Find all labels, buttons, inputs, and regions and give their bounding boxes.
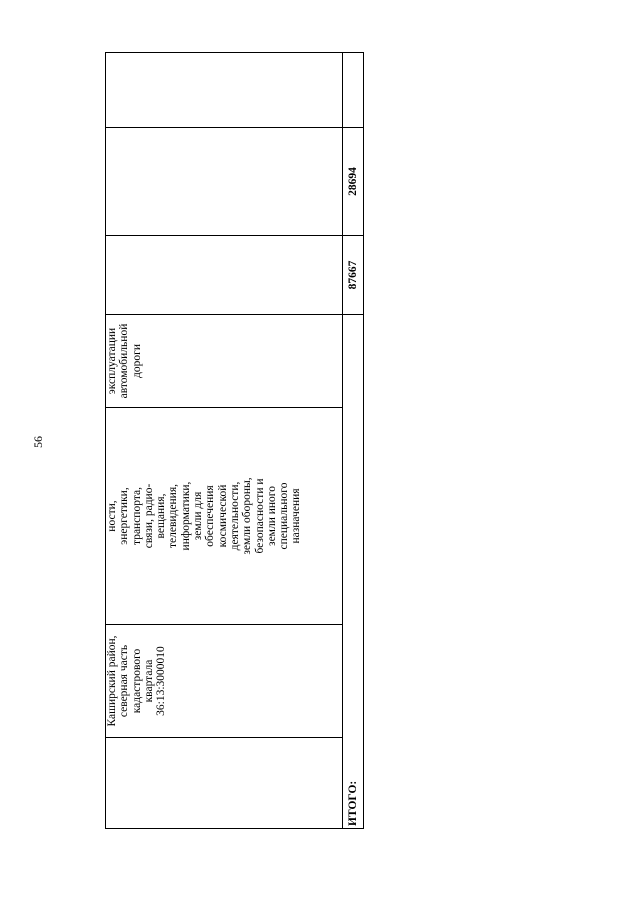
text-line: 36:13:3000010 <box>155 646 168 716</box>
empty-cell <box>343 53 364 128</box>
text-line: ности, <box>106 500 118 532</box>
text-line: энергетики, <box>118 487 131 545</box>
text-line: информатики, <box>179 481 192 551</box>
page-number: 56 <box>31 436 45 448</box>
empty-cell <box>106 738 343 829</box>
text-line: кадастрового <box>130 648 143 714</box>
category-cell <box>106 408 343 625</box>
text-line: земли иного <box>265 486 278 546</box>
location-cell <box>106 625 343 738</box>
text-line: космической <box>216 484 229 548</box>
text-line: безопасности и <box>253 478 266 554</box>
total-row <box>343 53 364 829</box>
text-line: связи, радио- <box>142 483 155 549</box>
text-line: специального <box>278 482 291 550</box>
rotated-table-container <box>105 53 363 829</box>
empty-cell <box>106 236 343 315</box>
text-line: обеспечения <box>204 485 217 547</box>
text-line: телевидения, <box>167 484 180 548</box>
total-value-2: 28694 <box>343 128 364 236</box>
text-line: квартала <box>142 659 155 703</box>
text-line: вещания, <box>155 493 168 539</box>
land-plot-table <box>105 52 364 829</box>
text-line: назначения <box>290 488 303 544</box>
text-line: транспорта, <box>130 487 143 545</box>
total-value-1: 87667 <box>343 236 364 315</box>
purpose-cell <box>106 315 343 408</box>
table-row <box>106 53 343 829</box>
total-label: ИТОГО: <box>343 315 364 829</box>
empty-cell <box>106 53 343 128</box>
text-line: Каширский район, <box>106 635 118 727</box>
text-line: эксплуатации <box>106 327 118 395</box>
text-line: автомобильной <box>118 323 131 399</box>
text-line: северная часть <box>118 644 131 718</box>
empty-cell <box>106 128 343 236</box>
text-line: земли для <box>192 491 205 541</box>
text-line: земли обороны, <box>241 477 254 555</box>
text-line: дороги <box>130 344 143 378</box>
text-line: деятельности, <box>228 481 241 551</box>
